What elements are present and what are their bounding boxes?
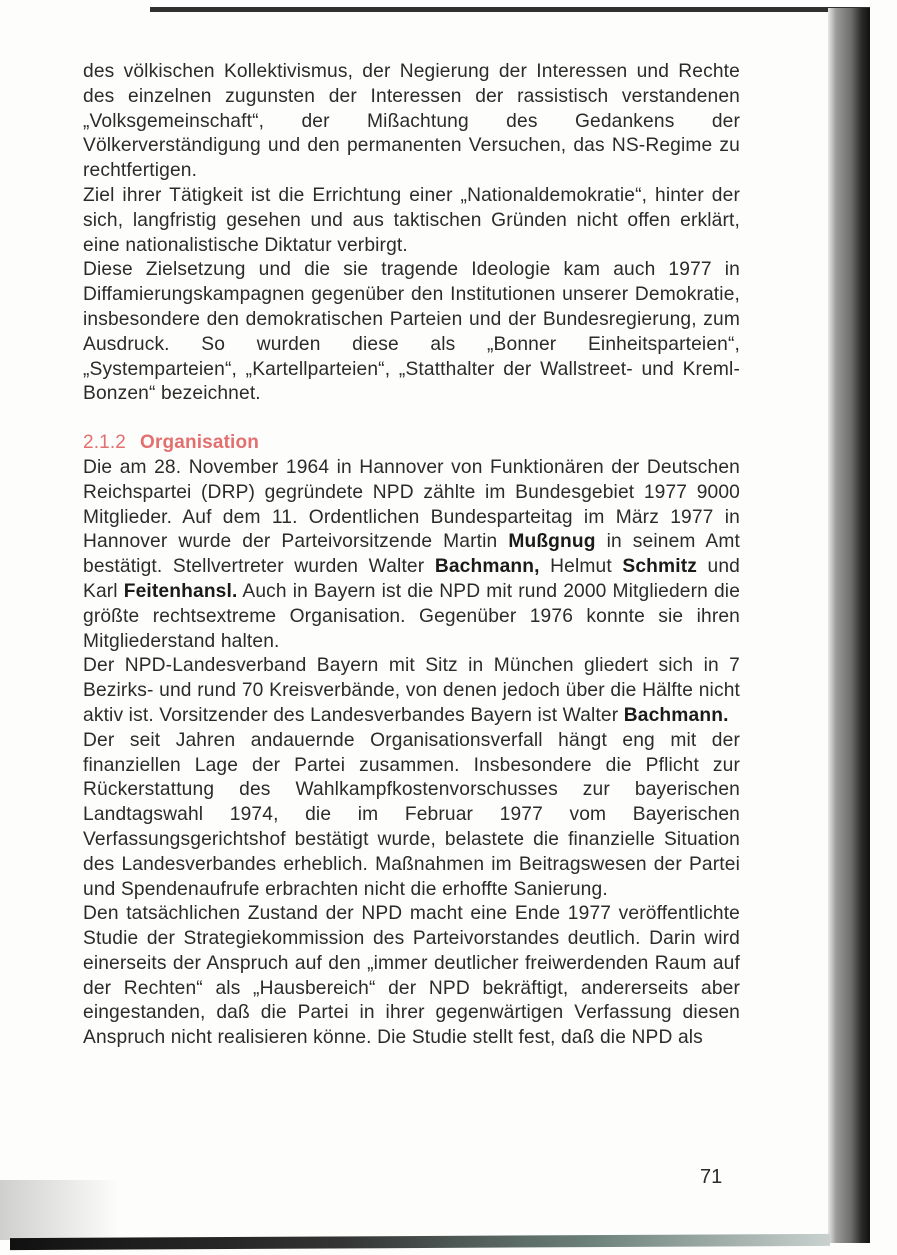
section-title: Organisation	[140, 432, 259, 454]
paragraph: Den tatsächlichen Zustand der NPD macht eine Ende 1977 veröffentlichte Studie der Strategiekommission des Parteivorstandes deutlich. Darin wird einerseits der Anspruch auf den „immer deutlicher freiwerdenden Raum auf der Rechten“ als „Hausbereich“ der NPD bekräftigt, andererseits aber eingestanden, daß die Partei in ihrer gegenwärtigen Verfassung diesen Anspruch nicht realisieren könne. Die Studie stellt fest, daß die NPD als	[83, 903, 740, 1049]
paragraph: Der seit Jahren andauernde Organisationsverfall hängt eng mit der finanziellen Lage der Partei zusammen. Insbesondere die Pflicht zur Rückerstattung des Wahlkampfkostenvorschusses zur bayerischen Landtagswahl 1974, die im Februar 1977 vom Bayerischen Verfassungsgerichtshof bestätigt wurde, belastete die finanzielle Situation des Landesverbandes erheblich. Maßnahmen im Beitragswesen der Partei und Spendenaufrufe erbrachten nicht die erhoffte Sanierung.	[83, 729, 740, 900]
book-spine-shadow	[828, 8, 870, 1243]
text-run: Helmut	[539, 556, 623, 578]
text-run: in seinem Amt bestätigt. Stellvertreter wurden Walter	[83, 531, 740, 578]
paragraph: Diese Zielsetzung und die sie tragende Ideologie kam auch 1977 in Diffamierungskampagnen gegenüber den Institutionen unserer Demokratie, insbesondere den demokratischen Parteien und der Bundesregierung, zum Ausdruck. So wurden diese als „Bonner Einheitsparteien“, „Systemparteien“, „Kartellparteien“, „Statthalter der Wallstreet- und Kreml-Bonzen“ bezeichnet.	[83, 259, 740, 405]
section-heading	[83, 431, 740, 456]
page-bottom-edge	[10, 1234, 830, 1250]
name-bold: Mußgnug	[508, 531, 596, 553]
name-bold: Bachmann.	[623, 704, 729, 726]
page-number: 71	[700, 1166, 723, 1188]
paragraph	[83, 456, 740, 654]
body-text	[83, 60, 740, 1051]
name-bold: Schmitz	[622, 556, 697, 578]
page-corner-shadow	[0, 1180, 120, 1240]
paragraph	[83, 654, 740, 728]
paragraph: des völkischen Kollektivismus, der Negierung der Interessen und Rechte des einzelnen zugunsten der Interessen der rassistisch verstandenen „Volksgemeinschaft“, der Mißachtung des Gedankens der Völkerverständigung und den permanenten Versuchen, das NS-Regime zu rechtfertigen.	[83, 61, 740, 182]
text-run: Der NPD-Landesverband Bayern mit Sitz in München gliedert sich in 7 Bezirks- und rund 70 Kreisverbände, von denen jedoch über die Hälfte nicht aktiv ist. Vorsitzender des Landesverbandes Bayern ist Walter	[83, 655, 740, 726]
text-run: Die am 28. November 1964 in Hannover von Funktionären der Deutschen Reichspartei (DRP) gegründete NPD zählte im Bundesgebiet 1977 9000 Mitglieder. Auf dem 11. Ordentlichen Bundesparteitag im März 1977 in Hannover wurde der Parteivorsitzende Martin	[83, 456, 740, 553]
name-bold: Feitenhansl.	[123, 580, 238, 602]
text-run: Auch in Bayern ist die NPD mit rund 2000 Mitgliedern die größte rechtsextreme Organisation. Gegenüber 1976 konnte sie ihren Mitgliederstand halten.	[83, 580, 741, 652]
paragraph: Ziel ihrer Tätigkeit ist die Errichtung einer „Nationaldemokratie“, hinter der sich, langfristig gesehen und aus taktischen Gründen nicht offen erklärt, eine nationalistische Diktatur verbirgt.	[83, 184, 740, 256]
section-number: 2.1.2	[83, 432, 127, 454]
text-run: und Karl	[83, 556, 741, 602]
page-top-edge	[150, 0, 870, 12]
name-bold: Bachmann,	[434, 556, 540, 578]
